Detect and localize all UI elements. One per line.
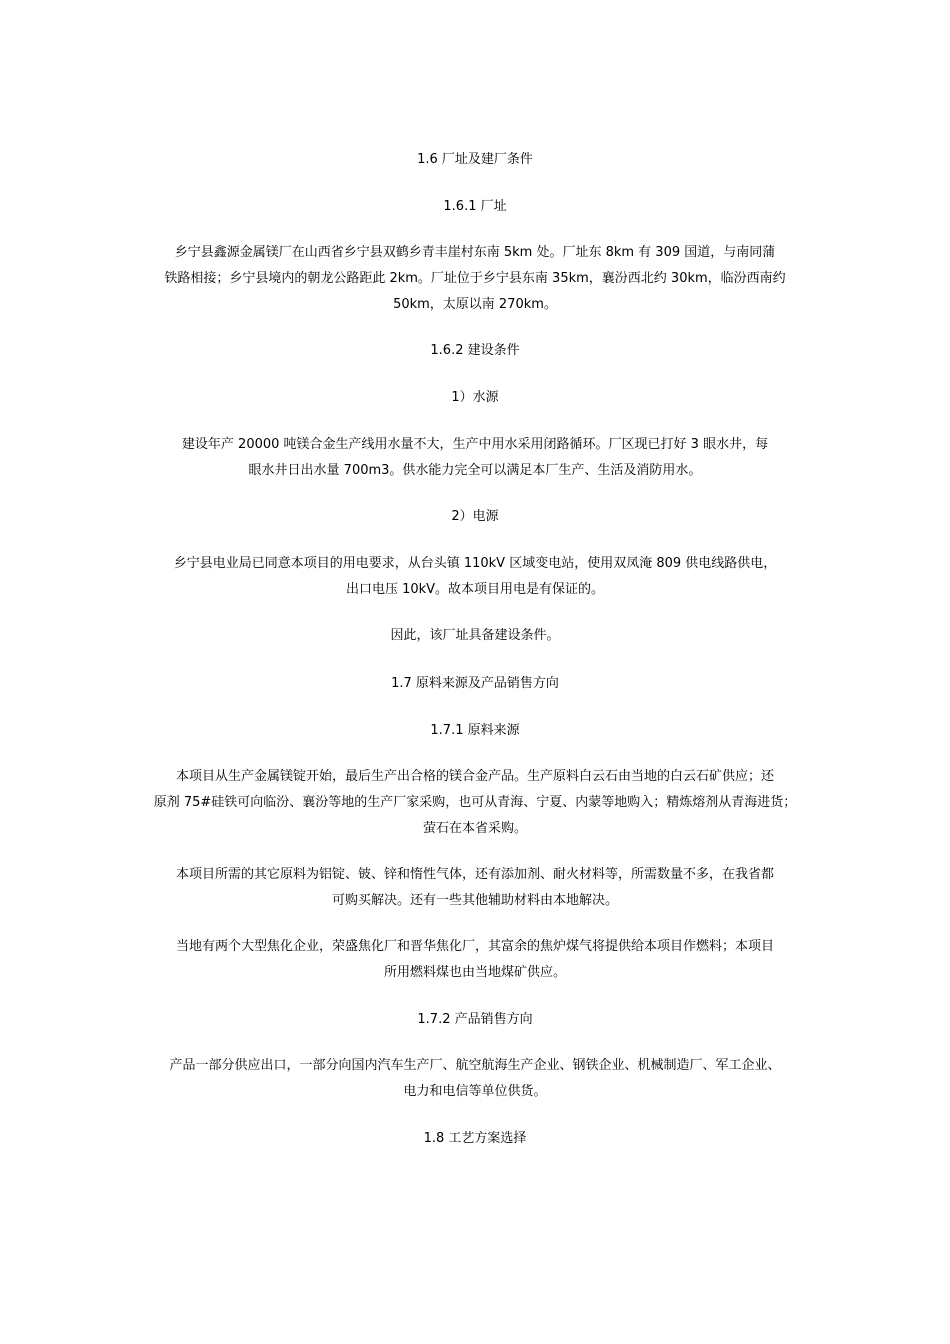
water-source-heading: 1）水源 — [451, 390, 499, 405]
subsection-heading-1-7-1: 1.7.1 原料来源 — [430, 723, 520, 738]
section-heading-1-8: 1.8 工艺方案选择 — [423, 1131, 527, 1146]
site-paragraph-line-1: 乡宁县鑫源金属镁厂在山西省乡宁县双鹤乡青丰崖村东南 5km 处。厂址东 8km 有 309 国道，与南同蒲 — [174, 245, 776, 260]
power-source-heading: 2）电源 — [451, 509, 499, 524]
water-paragraph-line-2: 眼水井日出水量 700m3。供水能力完全可以满足本厂生产、生活及消防用水。 — [248, 463, 702, 478]
fuel-paragraph-line-1: 当地有两个大型焦化企业，荣盛焦化厂和晋华焦化厂，其富余的焦炉煤气将提供给本项目作燃料；本项目 — [175, 939, 774, 954]
subsection-heading-1-7-2: 1.7.2 产品销售方向 — [417, 1012, 533, 1027]
power-paragraph-line-2: 出口电压 10kV。故本项目用电是有保证的。 — [345, 582, 605, 597]
raw-material-paragraph-line-1: 本项目从生产金属镁锭开始，最后生产出合格的镁合金产品。生产原料白云石由当地的白云石矿供应；还 — [175, 769, 774, 784]
raw-material-paragraph-line-2: 原剂 75#硅铁可向临汾、襄汾等地的生产厂家采购，也可从青海、宁夏、内蒙等地购入；精炼熔剂从青海进货； — [153, 795, 797, 810]
raw-material-paragraph-line-3: 萤石在本省采购。 — [422, 821, 527, 836]
conclusion-paragraph: 因此，该厂址具备建设条件。 — [390, 628, 560, 643]
water-paragraph-line-1: 建设年产 20000 吨镁合金生产线用水量不大，生产中用水采用闭路循环。厂区现已打好 3 眼水井，每 — [181, 437, 769, 452]
site-paragraph-line-3: 50km，太原以南 270km。 — [393, 297, 557, 312]
section-heading-1-6: 1.6 厂址及建厂条件 — [417, 152, 533, 167]
power-paragraph-line-1: 乡宁县电业局已同意本项目的用电要求，从台头镇 110kV 区域变电站，使用双凤淹 809 供电线路供电， — [173, 556, 777, 571]
site-paragraph-line-2: 铁路相接；乡宁县境内的朝龙公路距此 2km。厂址位于乡宁县东南 35km，襄汾西北约 30km，临汾西南约 — [164, 271, 786, 286]
section-heading-1-7: 1.7 原料来源及产品销售方向 — [391, 676, 559, 691]
other-materials-paragraph-line-1: 本项目所需的其它原料为铝锭、铍、锌和惰性气体，还有添加剂、耐火材料等，所需数量不多，在我省都 — [175, 867, 774, 882]
subsection-heading-1-6-2: 1.6.2 建设条件 — [430, 343, 520, 358]
sales-paragraph-line-2: 电力和电信等单位供货。 — [403, 1084, 547, 1099]
sales-paragraph-line-1: 产品一部分供应出口，一部分向国内汽车生产厂、航空航海生产企业、钢铁企业、机械制造厂、军工企业、 — [169, 1058, 781, 1073]
fuel-paragraph-line-2: 所用燃料煤也由当地煤矿供应。 — [383, 965, 566, 980]
subsection-heading-1-6-1: 1.6.1 厂址 — [443, 199, 507, 214]
other-materials-paragraph-line-2: 可购买解决。还有一些其他辅助材料由本地解决。 — [331, 893, 618, 908]
